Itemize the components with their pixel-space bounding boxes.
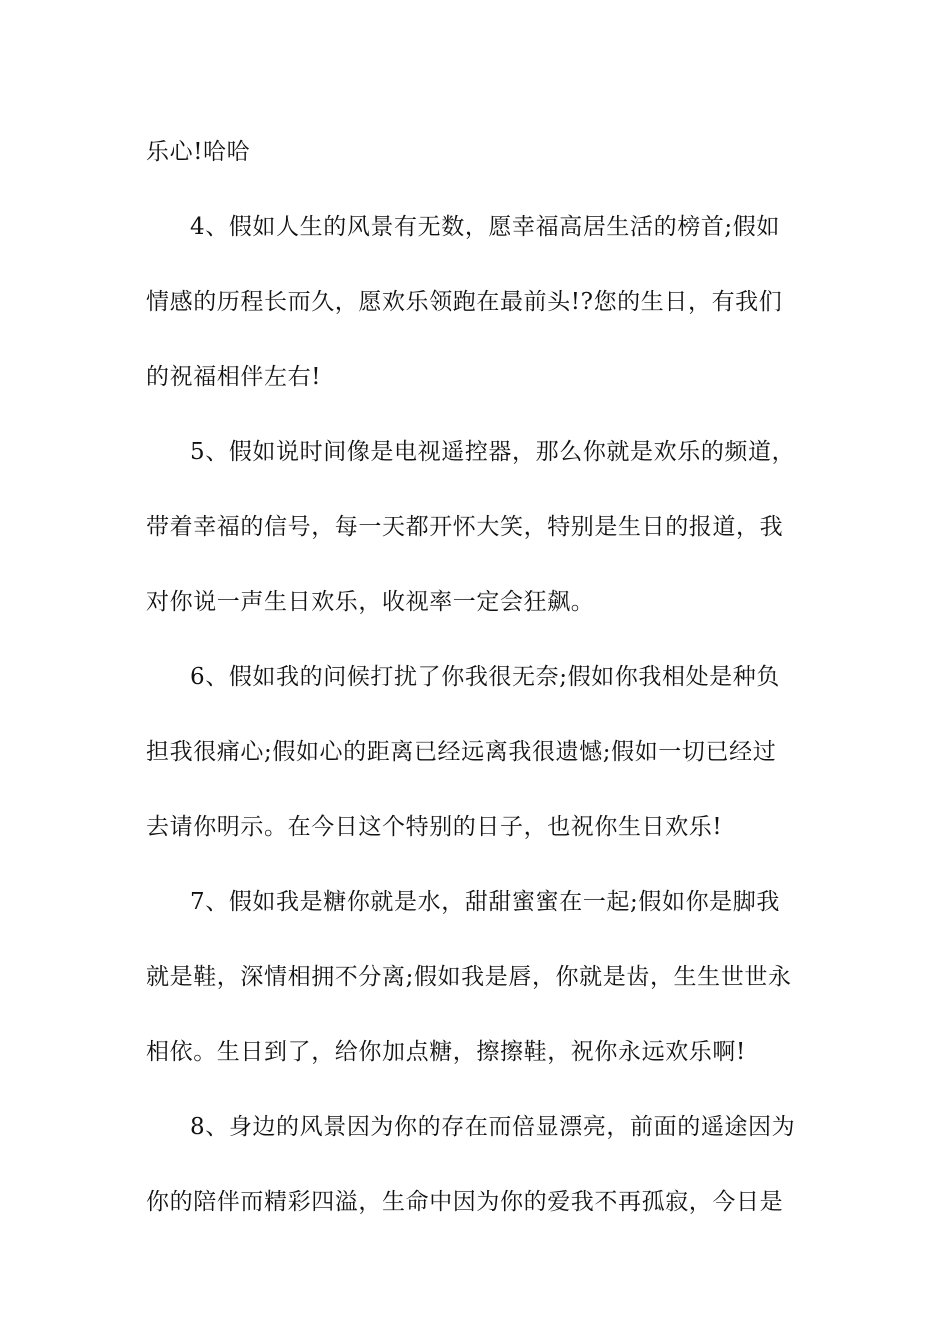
text-line: 对你说一声生日欢乐，收视率一定会狂飙。 [146,589,595,615]
text-line: 乐心!哈哈 [146,139,251,165]
paragraph-6-line-1: 6、假如我的问候打扰了你我很无奈;假如你我相处是种负 [190,664,780,690]
text-line: 就是鞋，深情相拥不分离;假如我是唇，你就是齿，生生世世永 [146,964,792,990]
paragraph-7-line-1: 7、假如我是糖你就是水，甜甜蜜蜜在一起;假如你是脚我 [190,889,780,915]
text-line: 担我很痛心;假如心的距离已经远离我很遗憾;假如一切已经过 [146,739,777,765]
text-line: 你的陪伴而精彩四溢，生命中因为你的爱我不再孤寂，今日是 [146,1189,784,1215]
text-line: 的祝福相伴左右! [146,364,322,390]
text-line: 情感的历程长而久，愿欢乐领跑在最前头!?您的生日，有我们 [146,289,783,315]
text-line: 去请你明示。在今日这个特别的日子，也祝你生日欢乐! [146,814,723,840]
text-line: 带着幸福的信号，每一天都开怀大笑，特别是生日的报道，我 [146,514,784,540]
text-line: 相依。生日到了，给你加点糖，擦擦鞋，祝你永远欢乐啊! [146,1039,746,1065]
paragraph-4-line-1: 4、假如人生的风景有无数，愿幸福高居生活的榜首;假如 [190,214,780,240]
paragraph-5-line-1: 5、假如说时间像是电视遥控器，那么你就是欢乐的频道， [190,439,796,465]
paragraph-8-line-1: 8、身边的风景因为你的存在而倍显漂亮，前面的遥途因为 [190,1114,796,1140]
